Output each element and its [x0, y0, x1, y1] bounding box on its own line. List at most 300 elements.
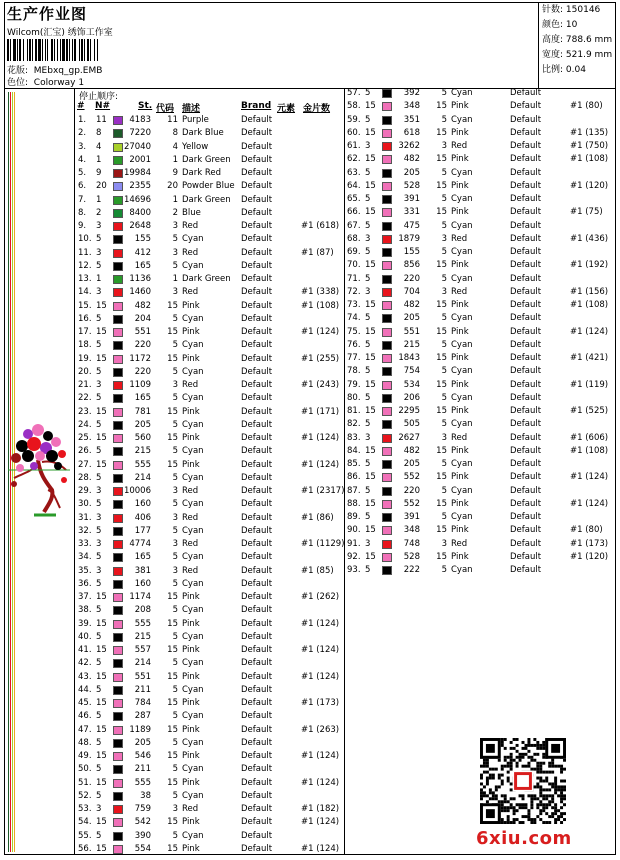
cell-stitches: 351: [403, 114, 420, 125]
cell-sequins: #1 (120): [570, 180, 609, 191]
cell-description: Cyan: [182, 393, 204, 404]
cell-code: 15: [436, 101, 447, 112]
cell-brand: Default: [241, 631, 273, 642]
cell-index: 16.: [78, 313, 92, 324]
cell-description: Red: [182, 287, 199, 298]
cell-stitches: 754: [403, 366, 420, 377]
table-row: [77, 247, 343, 260]
cell-code: 15: [167, 618, 178, 629]
cell-code: 3: [172, 565, 178, 576]
cell-index: 76.: [347, 339, 361, 350]
cell-brand: Default: [241, 207, 273, 218]
cell-stitches: 555: [134, 459, 151, 470]
cell-stitches: 205: [134, 419, 151, 430]
cell-needle: 15: [96, 618, 107, 629]
cell-stitches: 552: [403, 498, 420, 509]
table-row: [77, 816, 343, 829]
cell-brand: Default: [510, 101, 542, 112]
cell-description: Pink: [182, 843, 200, 854]
table-row: [77, 538, 343, 551]
cell-stitches: 618: [403, 127, 420, 138]
cell-code: 5: [172, 366, 178, 377]
table-row: [346, 524, 612, 537]
cell-needle: 15: [96, 433, 107, 443]
col-header-index: #: [77, 101, 85, 111]
cell-index: 7.: [78, 194, 87, 205]
table-row: [77, 777, 343, 790]
cell-index: 4.: [78, 154, 87, 165]
cell-description: Pink: [182, 406, 200, 417]
cell-code: 5: [172, 393, 178, 404]
table-row: [77, 286, 343, 299]
cell-brand: Default: [241, 313, 273, 324]
cell-description: Red: [451, 141, 468, 151]
cell-needle: 5: [365, 366, 371, 377]
cell-index: 14.: [78, 287, 92, 298]
cell-sequins: #1 (108): [570, 445, 609, 456]
cell-description: Cyan: [182, 525, 204, 536]
cell-needle: 15: [96, 724, 107, 735]
cell-description: Pink: [451, 472, 469, 483]
cell-index: 79.: [347, 379, 361, 390]
cell-index: 66.: [347, 207, 361, 218]
cell-index: 1.: [78, 115, 87, 125]
cell-stitches: 551: [134, 671, 151, 682]
cell-index: 49.: [78, 751, 92, 761]
cell-stitches: 205: [134, 737, 151, 748]
cell-needle: 5: [96, 790, 102, 801]
cell-stitches: 204: [134, 313, 151, 324]
cell-description: Pink: [451, 127, 469, 138]
cell-sequins: #1 (124): [301, 751, 340, 761]
table-row: [346, 259, 612, 272]
cell-sequins: #1 (124): [301, 459, 340, 470]
table-row: [346, 220, 612, 233]
cell-sequins: #1 (135): [570, 127, 609, 138]
table-row: [77, 697, 343, 710]
cell-brand: Default: [241, 393, 273, 404]
cell-needle: 15: [365, 300, 376, 310]
cell-stitches: 551: [403, 326, 420, 337]
cell-stitches: 704: [403, 286, 420, 297]
cell-index: 84.: [347, 445, 361, 456]
cell-needle: 3: [365, 432, 371, 443]
cell-code: 15: [167, 592, 178, 602]
cell-sequins: #1 (124): [301, 671, 340, 682]
cell-brand: Default: [241, 168, 273, 178]
cell-brand: Default: [510, 472, 542, 483]
cell-index: 25.: [78, 433, 92, 443]
cell-index: 33.: [78, 539, 92, 549]
barcode: [7, 39, 155, 61]
cell-description: Cyan: [451, 485, 473, 496]
cell-brand: Default: [241, 287, 273, 298]
cell-index: 40.: [78, 631, 92, 642]
stop-list-left: [77, 114, 343, 854]
stat-colors: 颜色: 10: [542, 20, 578, 30]
table-row: [346, 511, 612, 524]
cell-stitches: 211: [134, 764, 151, 775]
cell-index: 38.: [78, 605, 92, 616]
cell-code: 3: [441, 286, 447, 297]
cell-description: Pink: [182, 327, 200, 337]
cell-needle: 5: [96, 393, 102, 404]
cell-needle: 15: [365, 498, 376, 509]
cell-needle: 2: [96, 207, 102, 218]
cell-description: Pink: [451, 498, 469, 509]
cell-stitches: 381: [134, 565, 151, 576]
cell-index: 8.: [78, 207, 87, 218]
cell-brand: Default: [510, 326, 542, 337]
table-row: [77, 671, 343, 684]
cell-index: 31.: [78, 512, 92, 523]
cell-brand: Default: [241, 777, 273, 788]
cell-stitches: 208: [134, 605, 151, 616]
table-row: [346, 498, 612, 511]
table-row: [346, 299, 612, 312]
cell-needle: 15: [365, 326, 376, 337]
cell-brand: Default: [241, 605, 273, 616]
cell-description: Purple: [182, 115, 209, 125]
cell-brand: Default: [510, 127, 542, 138]
cell-needle: 5: [96, 830, 102, 841]
cell-needle: 15: [96, 327, 107, 337]
cell-code: 5: [172, 737, 178, 748]
cell-description: Cyan: [451, 392, 473, 403]
table-row: [346, 246, 612, 259]
cell-stitches: 482: [134, 300, 151, 311]
cell-index: 21.: [78, 380, 92, 390]
cell-needle: 1: [96, 194, 102, 205]
cell-code: 5: [172, 260, 178, 271]
table-row: [77, 644, 343, 657]
table-row: [77, 220, 343, 233]
cell-needle: 3: [365, 141, 371, 151]
cell-sequins: #1 (338): [301, 287, 340, 298]
table-row: [77, 843, 343, 856]
cell-needle: 5: [96, 578, 102, 589]
cell-sequins: #1 (606): [570, 432, 609, 443]
cell-stitches: 1843: [398, 353, 420, 363]
col-header-element: 元素: [277, 104, 296, 114]
cell-needle: 5: [96, 605, 102, 616]
cell-needle: 5: [96, 631, 102, 642]
cell-brand: Default: [510, 180, 542, 191]
cell-stitches: 1189: [129, 724, 151, 735]
cell-stitches: 331: [403, 207, 420, 218]
cell-index: 80.: [347, 392, 361, 403]
cell-stitches: 391: [403, 512, 420, 522]
table-row: [346, 458, 612, 471]
cell-stitches: 220: [403, 485, 420, 496]
cell-stitches: 546: [134, 751, 151, 761]
cell-sequins: #1 (618): [301, 221, 340, 231]
cell-index: 87.: [347, 485, 361, 496]
stat-scale: 比例: 0.04: [542, 65, 586, 75]
cell-code: 3: [172, 221, 178, 231]
cell-needle: 5: [365, 114, 371, 125]
cell-index: 48.: [78, 737, 92, 748]
cell-brand: Default: [510, 432, 542, 443]
cell-stitches: 856: [403, 260, 420, 271]
table-row: [77, 684, 343, 697]
cell-needle: 5: [365, 167, 371, 178]
cell-code: 15: [436, 326, 447, 337]
cell-description: Pink: [182, 592, 200, 602]
cell-brand: Default: [510, 154, 542, 165]
cell-code: 2: [172, 207, 178, 218]
cell-index: 85.: [347, 459, 361, 469]
table-row: [77, 710, 343, 723]
cell-description: Cyan: [451, 459, 473, 469]
cell-code: 15: [436, 180, 447, 191]
cell-stitches: 160: [134, 499, 151, 510]
cell-description: Pink: [451, 207, 469, 218]
cell-stitches: 155: [403, 247, 420, 257]
cell-description: Cyan: [451, 88, 473, 98]
cell-code: 5: [172, 552, 178, 563]
cell-code: 3: [172, 804, 178, 814]
table-row: [346, 352, 612, 365]
cell-description: Cyan: [182, 631, 204, 642]
cell-brand: Default: [241, 340, 273, 351]
cell-index: 10.: [78, 234, 92, 245]
cell-description: Pink: [182, 751, 200, 761]
cell-description: Cyan: [451, 114, 473, 125]
cell-brand: Default: [241, 141, 273, 152]
cell-sequins: #1 (124): [570, 326, 609, 337]
cell-needle: 15: [365, 445, 376, 456]
cell-description: Blue: [182, 207, 201, 218]
cell-index: 88.: [347, 498, 361, 509]
cell-brand: Default: [241, 406, 273, 417]
cell-sequins: #1 (2317): [301, 486, 345, 496]
cell-needle: 15: [365, 551, 376, 562]
cell-description: Cyan: [451, 419, 473, 430]
column-divider-middle: [344, 88, 345, 855]
cell-description: Pink: [182, 300, 200, 311]
cell-code: 15: [167, 843, 178, 854]
table-row: [77, 459, 343, 472]
cell-index: 37.: [78, 592, 92, 602]
cell-stitches: 215: [134, 631, 151, 642]
cell-stitches: 7220: [129, 128, 151, 139]
cell-brand: Default: [241, 512, 273, 523]
colorway-label: 色位:: [7, 78, 29, 88]
col-header-needle: N#: [95, 101, 111, 111]
cell-index: 41.: [78, 645, 92, 655]
cell-code: 15: [436, 445, 447, 456]
stat-stitches: 针数: 150146: [542, 5, 601, 15]
cell-code: 5: [172, 830, 178, 841]
table-row: [77, 724, 343, 737]
cell-stitches: 482: [403, 445, 420, 456]
cell-stitches: 1879: [398, 233, 420, 244]
cell-code: 15: [167, 353, 178, 364]
cell-code: 5: [172, 446, 178, 457]
cell-sequins: #1 (120): [570, 551, 609, 562]
cell-index: 47.: [78, 724, 92, 735]
cell-index: 30.: [78, 499, 92, 510]
cell-code: 5: [172, 499, 178, 510]
cell-code: 5: [172, 313, 178, 324]
cell-code: 5: [441, 167, 447, 178]
cell-sequins: #1 (108): [301, 300, 340, 311]
cell-description: Pink: [451, 551, 469, 562]
cell-needle: 3: [365, 538, 371, 549]
cell-code: 5: [441, 419, 447, 430]
cell-stitches: 19984: [123, 168, 151, 178]
cell-index: 46.: [78, 711, 92, 722]
cell-needle: 15: [365, 353, 376, 363]
cell-code: 1: [172, 274, 178, 284]
table-row: [77, 763, 343, 776]
cell-sequins: #1 (119): [570, 379, 609, 390]
cell-brand: Default: [510, 485, 542, 496]
cell-description: Cyan: [182, 366, 204, 377]
cell-index: 56.: [78, 843, 92, 854]
cell-sequins: #1 (75): [570, 207, 603, 218]
cell-code: 3: [172, 539, 178, 549]
cell-code: 5: [441, 194, 447, 204]
cell-stitches: 406: [134, 512, 151, 523]
table-row: [346, 392, 612, 405]
cell-code: 5: [441, 313, 447, 324]
cell-stitches: 475: [403, 220, 420, 231]
cell-description: Red: [182, 804, 199, 814]
table-row: [346, 538, 612, 551]
cell-description: Red: [182, 247, 199, 258]
cell-code: 15: [436, 525, 447, 536]
cell-stitches: 8400: [129, 207, 151, 218]
cell-description: Red: [451, 233, 468, 244]
cell-stitches: 220: [134, 340, 151, 351]
cell-code: 5: [172, 605, 178, 616]
cell-needle: 20: [96, 181, 107, 192]
cell-needle: 15: [96, 698, 107, 708]
cell-description: Cyan: [451, 247, 473, 257]
cell-needle: 5: [365, 220, 371, 231]
cell-code: 15: [436, 551, 447, 562]
cell-brand: Default: [241, 366, 273, 377]
cell-index: 23.: [78, 406, 92, 417]
cell-brand: Default: [510, 286, 542, 297]
table-row: [77, 392, 343, 405]
cell-brand: Default: [510, 379, 542, 390]
cell-description: Red: [451, 286, 468, 297]
cell-index: 92.: [347, 551, 361, 562]
cell-sequins: #1 (108): [570, 154, 609, 165]
cell-code: 5: [172, 578, 178, 589]
cell-index: 82.: [347, 419, 361, 430]
cell-description: Cyan: [451, 313, 473, 324]
cell-brand: Default: [510, 392, 542, 403]
cell-description: Dark Blue: [182, 128, 224, 139]
cell-brand: Default: [241, 804, 273, 814]
table-header: [77, 89, 343, 113]
cell-stitches: 412: [134, 247, 151, 258]
cell-description: Pink: [182, 724, 200, 735]
cell-brand: Default: [241, 472, 273, 483]
cell-stitches: 482: [403, 154, 420, 165]
cell-stitches: 14696: [123, 194, 151, 205]
cell-index: 70.: [347, 260, 361, 271]
cell-index: 52.: [78, 790, 92, 801]
cell-code: 3: [441, 141, 447, 151]
cell-code: 20: [167, 181, 178, 192]
cell-stitches: 1109: [129, 380, 151, 390]
cell-description: Cyan: [182, 234, 204, 245]
cell-stitches: 2001: [129, 154, 151, 165]
cell-sequins: #1 (750): [570, 141, 609, 151]
cell-needle: 5: [96, 234, 102, 245]
cell-description: Red: [182, 380, 199, 390]
cell-index: 50.: [78, 764, 92, 775]
cell-index: 5.: [78, 168, 87, 178]
cell-index: 42.: [78, 658, 92, 669]
cell-description: Pink: [451, 445, 469, 456]
cell-description: Pink: [182, 698, 200, 708]
cell-code: 5: [172, 658, 178, 669]
cell-description: Dark Green: [182, 154, 231, 165]
cell-brand: Default: [241, 181, 273, 192]
cell-stitches: 4183: [129, 115, 151, 125]
stats-panel: [538, 3, 615, 88]
cell-index: 86.: [347, 472, 361, 483]
cell-code: 5: [441, 485, 447, 496]
cell-brand: Default: [510, 551, 542, 562]
cell-brand: Default: [241, 711, 273, 722]
cell-code: 15: [167, 671, 178, 682]
colorway-name: Colorway 1: [33, 78, 85, 88]
cell-brand: Default: [241, 843, 273, 854]
stat-height: 高度: 788.6 mm: [542, 35, 613, 45]
cell-code: 15: [167, 645, 178, 655]
cell-stitches: 165: [134, 260, 151, 271]
cell-index: 9.: [78, 221, 87, 231]
cell-brand: Default: [510, 512, 542, 522]
cell-needle: 15: [96, 300, 107, 311]
table-row: [77, 565, 343, 578]
cell-code: 5: [441, 114, 447, 125]
table-row: [346, 485, 612, 498]
cell-sequins: #1 (525): [570, 406, 609, 416]
cell-brand: Default: [510, 525, 542, 536]
cell-index: 68.: [347, 233, 361, 244]
cell-description: Red: [451, 538, 468, 549]
cell-needle: 3: [96, 804, 102, 814]
cell-description: Pink: [451, 300, 469, 310]
cell-brand: Default: [510, 300, 542, 310]
cell-description: Pink: [451, 260, 469, 271]
cell-code: 3: [441, 233, 447, 244]
cell-description: Cyan: [451, 194, 473, 204]
cell-index: 24.: [78, 419, 92, 430]
cell-needle: 3: [96, 287, 102, 298]
cell-sequins: #1 (262): [301, 592, 340, 602]
table-row: [77, 114, 343, 127]
cell-needle: 5: [96, 684, 102, 695]
cell-brand: Default: [241, 658, 273, 669]
table-row: [77, 300, 343, 313]
cell-index: 65.: [347, 194, 361, 204]
cell-stitches: 348: [403, 525, 420, 536]
cell-brand: Default: [510, 88, 542, 98]
cell-brand: Default: [241, 618, 273, 629]
cell-needle: 15: [365, 127, 376, 138]
cell-stitches: 4774: [129, 539, 151, 549]
cell-stitches: 348: [403, 101, 420, 112]
